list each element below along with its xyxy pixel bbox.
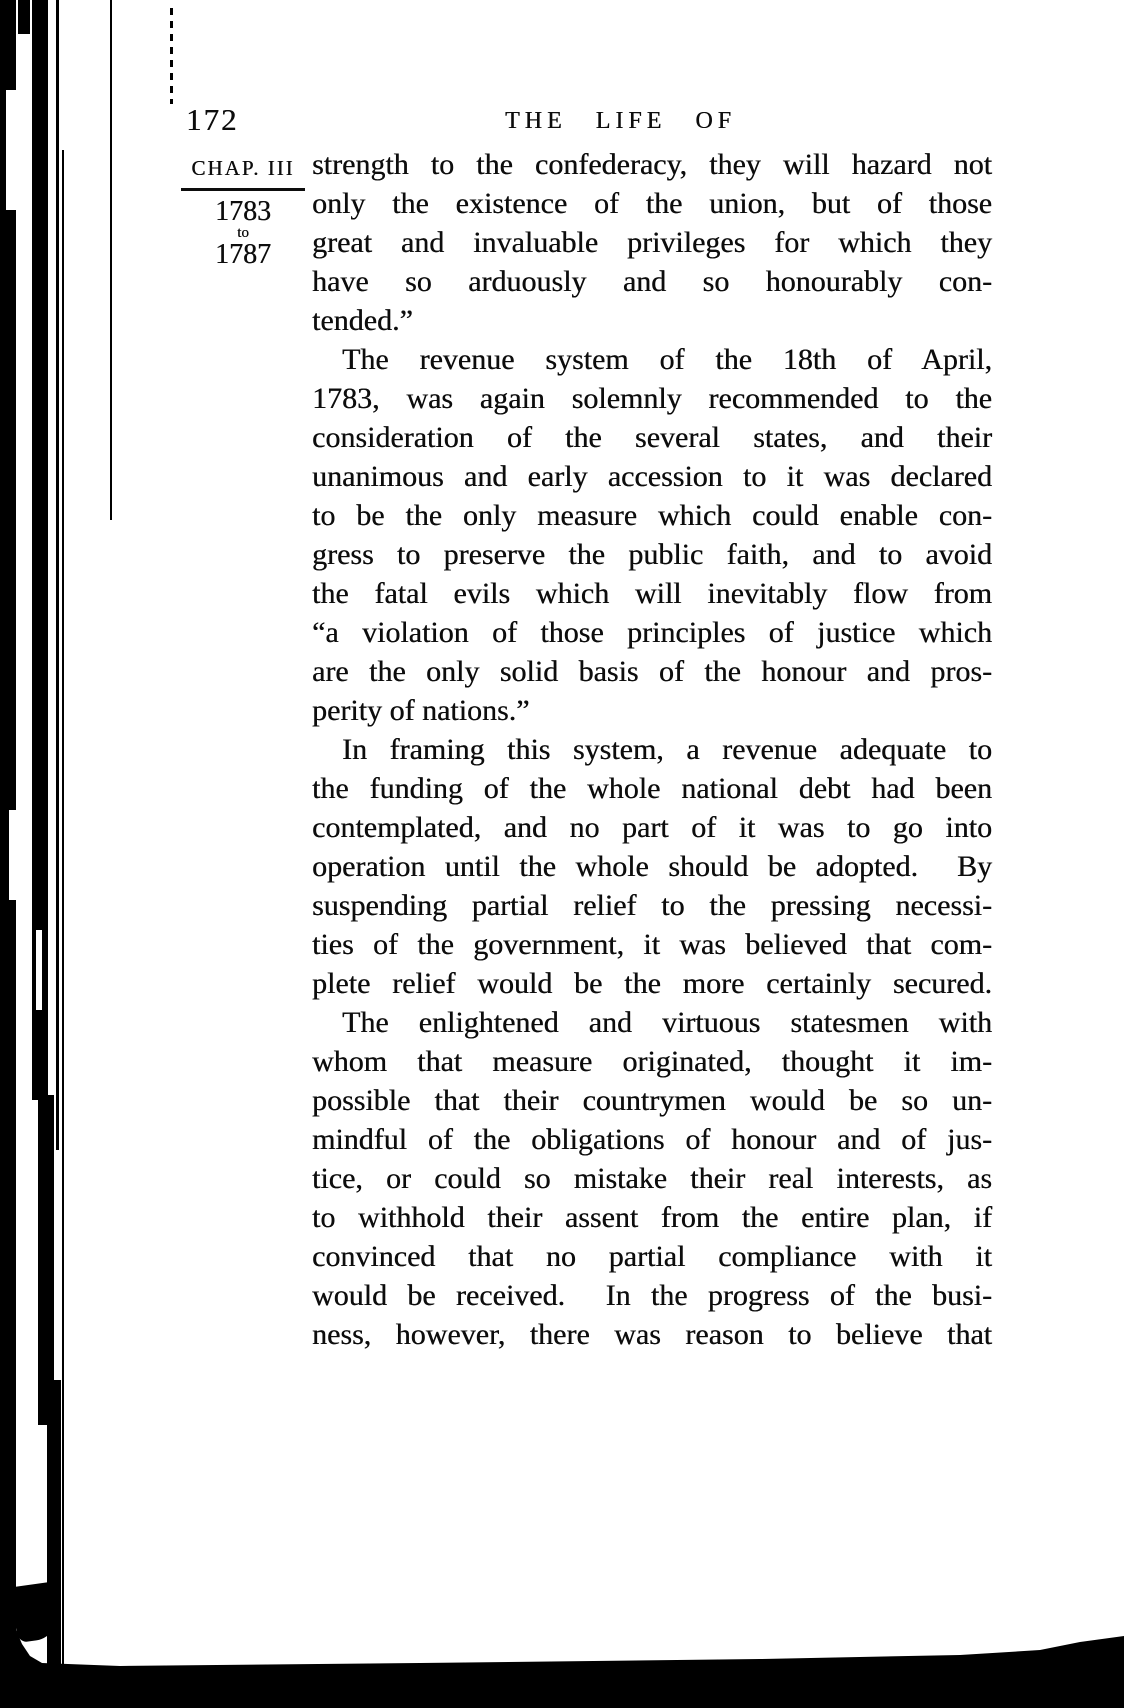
date-range-end: 1787: [215, 239, 271, 270]
text-line: gress to preserve the public faith, and to avoid: [312, 538, 992, 571]
paragraph: [312, 730, 992, 1003]
text-line: ness, however, there was reason to believe that: [312, 1318, 992, 1351]
text-line: unanimous and early accession to it was declared: [312, 460, 992, 493]
text-line: consideration of the several states, and their: [312, 421, 992, 454]
text-line: operation until the whole should be adopted. By: [312, 850, 992, 883]
chapter-label: CHAP. III: [191, 156, 295, 180]
text-line: tice, or could so mistake their real interests, as: [312, 1162, 992, 1195]
text-line: The enlightened and virtuous statesmen with: [342, 1006, 992, 1039]
scan-artifact-dashed-line: [170, 8, 173, 104]
scan-artifact-gap: [36, 930, 42, 1010]
text-line: plete relief would be the more certainly secured.: [312, 967, 992, 1000]
scan-artifact-left-band: [38, 1095, 54, 1425]
scan-artifact-line: [62, 150, 64, 1708]
paragraph: [312, 145, 992, 340]
text-line: The revenue system of the 18th of April,: [342, 343, 992, 376]
text-line: convinced that no partial compliance with it: [312, 1240, 992, 1273]
scan-artifact-line: [56, 0, 59, 1150]
text-line: perity of nations.”: [312, 694, 530, 727]
text-line: are the only solid basis of the honour and pros-: [312, 655, 992, 688]
body-text: [312, 145, 992, 1354]
paragraph: [312, 340, 992, 730]
text-line: suspending partial relief to the pressing necessi-: [312, 889, 992, 922]
scan-artifact-line: [110, 0, 112, 520]
text-line: the fatal evils which will inevitably flow from: [312, 577, 992, 610]
date-range-start: 1783: [215, 196, 271, 227]
text-line: great and invaluable privileges for which they: [312, 226, 992, 259]
running-header: THE LIFE OF: [505, 108, 736, 134]
text-line: “a violation of those principles of justice which: [312, 616, 992, 649]
scan-artifact-bottom-bar: [0, 1630, 1124, 1708]
paragraph: [312, 1003, 992, 1354]
text-line: to be the only measure which could enable con-: [312, 499, 992, 532]
text-line: the funding of the whole national debt had been: [312, 772, 992, 805]
text-line: 1783, was again solemnly recommended to the: [312, 382, 992, 415]
scan-artifact-gap: [6, 90, 16, 210]
text-line: In framing this system, a revenue adequate to: [342, 733, 992, 766]
text-line: have so arduously and so honourably con-: [312, 265, 992, 298]
chapter-rule-divider: [181, 188, 305, 191]
date-range-connector: to: [237, 225, 249, 241]
text-line: mindful of the obligations of honour and of jus-: [312, 1123, 992, 1156]
margin-notes: [181, 156, 305, 270]
scan-artifact-left-band: [47, 1380, 61, 1708]
text-line: possible that their countrymen would be so un-: [312, 1084, 992, 1117]
text-line: whom that measure originated, thought it im-: [312, 1045, 992, 1078]
text-line: only the existence of the union, but of those: [312, 187, 992, 220]
scan-artifact-blob: [18, 0, 30, 34]
text-line: tended.”: [312, 304, 413, 337]
text-line: contemplated, and no part of it was to go into: [312, 811, 992, 844]
scan-artifact-gap: [9, 810, 16, 900]
text-line: would be received. In the progress of the busi-: [312, 1279, 992, 1312]
text-line: strength to the confederacy, they will hazard not: [312, 148, 992, 181]
page-number: 172: [186, 102, 239, 137]
text-line: to withhold their assent from the entire plan, if: [312, 1201, 992, 1234]
text-line: ties of the government, it was believed that com-: [312, 928, 992, 961]
